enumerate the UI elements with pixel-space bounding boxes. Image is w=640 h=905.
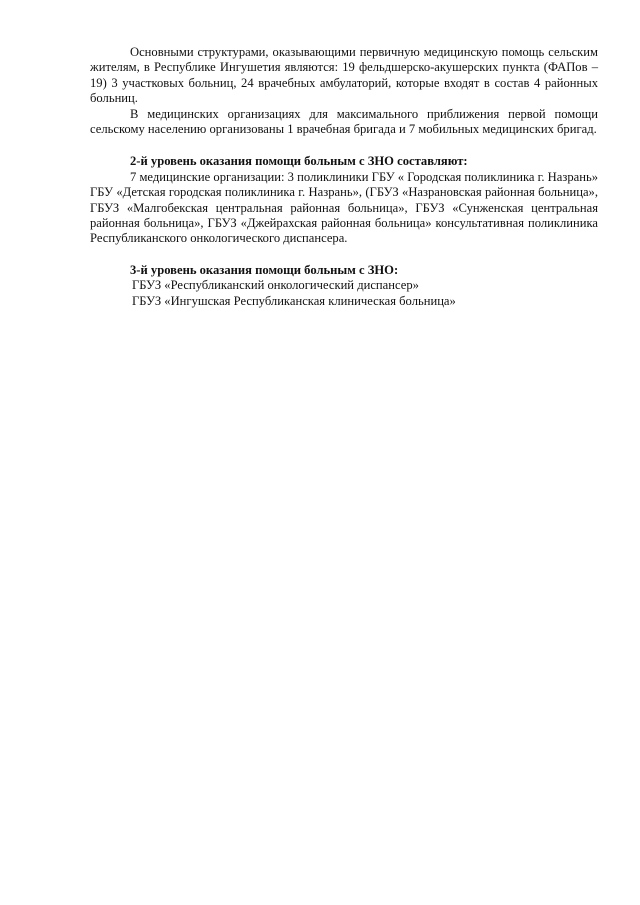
paragraph-primary-care: Основными структурами, оказывающими первичную медицинскую помощь сельским жителям, в Республике Ингушетия являются: 19 фельдшерско-акушерских пункта (ФАПов – 19) 3 участковых больниц, 24 врачебных амбулаторий, которые входят в состав 4 районных больниц.	[90, 45, 598, 106]
list-item-clinical-hospital: ГБУЗ «Ингушская Республиканская клиническая больница»	[132, 293, 456, 308]
heading-level-2: 2-й уровень оказания помощи больным с ЗНО составляют:	[130, 154, 468, 169]
paragraph-mobile-teams: В медицинских организациях для максимального приближения первой помощи сельскому населению организованы 1 врачебная бригада и 7 мобильных медицинских бригад.	[90, 106, 598, 137]
heading-level-3: 3-й уровень оказания помощи больным с ЗНО:	[130, 262, 399, 277]
list-item-oncology-dispensary: ГБУЗ «Республиканский онкологический диспансер»	[132, 278, 419, 293]
paragraph-level-2-organizations: 7 медицинские организации: 3 поликлиники ГБУ « Городская поликлиника г. Назрань» ГБУ «Детская городская поликлиника г. Назрань», (ГБУЗ «Назрановская районная больница», ГБУЗ «Малгобекская центральная районная больница», ГБУЗ «Сунженская центральная районная больница», ГБУЗ «Джейрахская районная больница» консультативная поликлиника Республиканского онкологического диспансера.	[90, 169, 598, 246]
